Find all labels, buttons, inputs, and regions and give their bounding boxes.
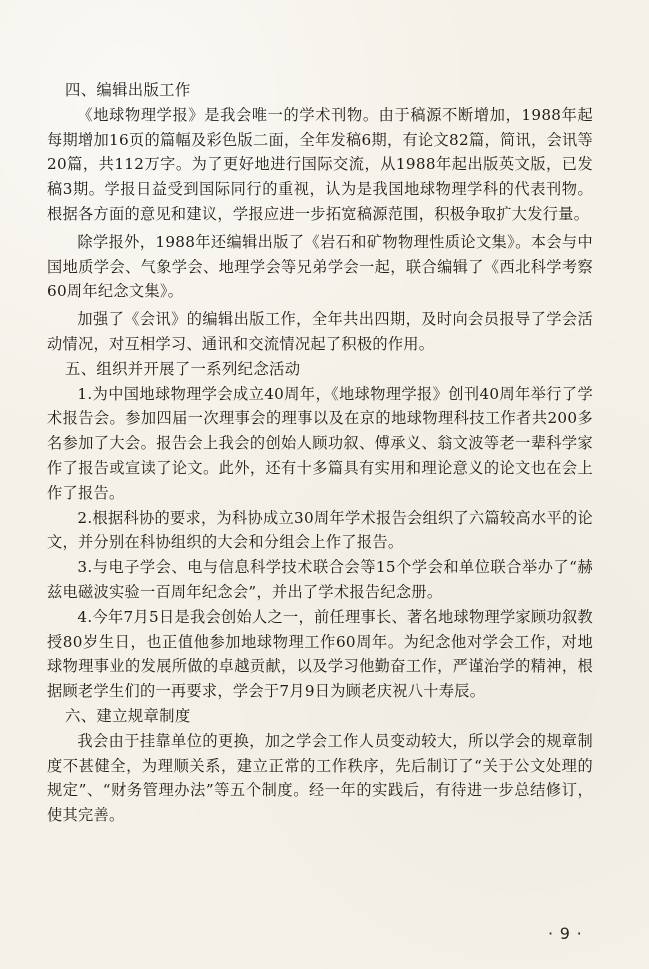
paragraph-gu-birthday: 4.今年7月5日是我会创始人之一，前任理事长、著名地球物理学家顾功叙教授80岁生日，也正值他参加地球物理工作60周年。为纪念他对学会工作，对地球物理事业的发展所做的卓越贡献，以及学习他勤奋工作，严谨治学的精神，根据顾老学生们的一再要求，学会于7月9日为顾老庆祝八十寿辰。 [47,607,593,701]
document-body [47,78,593,828]
section-heading-regulations: 六、建立规章制度 [65,706,191,725]
paragraph-journal: 《地球物理学报》是我会唯一的学术刊物。由于稿源不断增加，1988年起每期增加16页的篇幅及彩色版二面，全年发稿6期，有论文82篇，简讯，会讯等20篇，共112万字。为了更好地进行国际交流，从1988年起出版英文版，已发稿3期。学报日益受到国际同行的重视，认为是我国地球物理学科的代表刊物。根据各方面的意见和建议，学报应进一步拓宽稿源范围，积极争取扩大发行量。 [47,105,593,223]
paragraph-cast-30: 2.根据科协的要求，为科协成立30周年学术报告会组织了六篇较高水平的论文，并分别在科协组织的大会和分组会上作了报告。 [47,508,593,552]
section-heading-commemorations: 五、组织并开展了一系列纪念活动 [65,359,301,378]
paragraph-other-publications: 除学报外，1988年还编辑出版了《岩石和矿物物理性质论文集》。本会与中国地质学会、气象学会、地理学会等兄弟学会一起，联合编辑了《西北科学考察60周年纪念文集》。 [47,232,593,301]
paragraph-regulations: 我会由于挂靠单位的更换，加之学会工作人员变动较大，所以学会的规章制度不甚健全，为理顺关系，建立正常的工作秩序，先后制订了“关于公文处理的规定”、“财务管理办法”等五个制度。经一年的实践后，有待进一步总结修订，使其完善。 [47,731,593,825]
paragraph-hertz-centenary: 3.与电子学会、电与信息科学技术联合会等15个学会和单位联合举办了“赫兹电磁波实验一百周年纪念会”，并出了学术报告纪念册。 [47,558,593,601]
section-heading-editing-publishing: 四、编辑出版工作 [65,81,191,99]
paragraph-newsletter: 加强了《会讯》的编辑出版工作，全年共出四期，及时向会员报导了学会活动情况，对互相学习、通讯和交流情况起了积极的作用。 [47,310,593,353]
paragraph-anniversary-40: 1.为中国地球物理学会成立40周年，《地球物理学报》创刊40周年举行了学术报告会。参加四届一次理事会的理事以及在京的地球物理科技工作者共200多名参加了大会。报告会上我会的创始人顾功叙、傅承义、翁文波等老一辈科学家作了报告或宣读了论文。此外，还有十多篇具有实用和理论意义的论文也在会上作了报告。 [47,384,593,502]
page-number: · 9 · [548,924,583,943]
